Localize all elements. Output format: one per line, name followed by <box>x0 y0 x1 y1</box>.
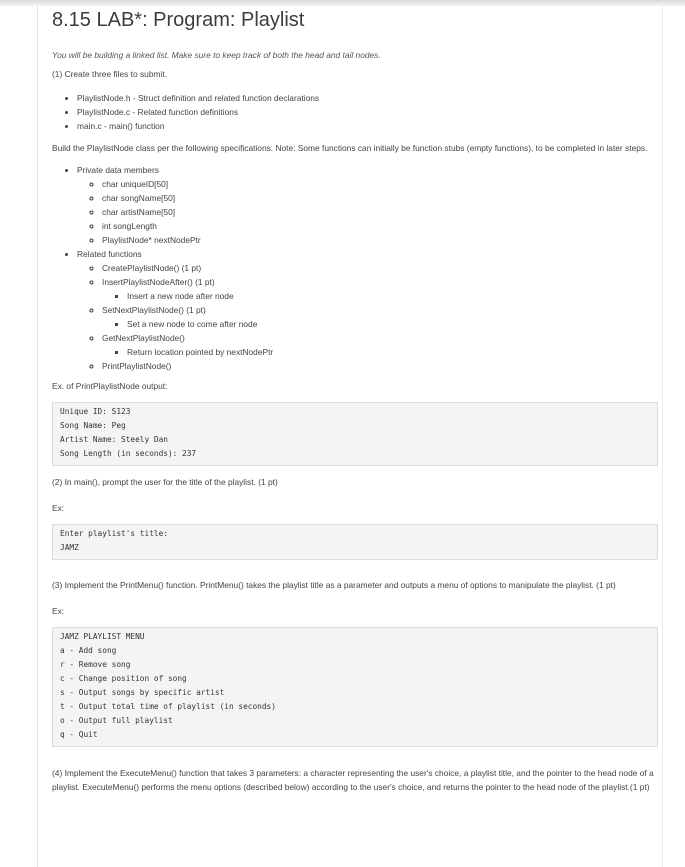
function-item <box>102 275 658 303</box>
function-desc-list <box>102 317 658 331</box>
example-label: Ex: <box>52 606 65 616</box>
function-desc: ▪ Set a new node to come after node <box>127 317 658 331</box>
function-item: ◦ PrintPlaylistNode() <box>102 359 658 373</box>
function-desc: ▪ Return location pointed by nextNodePtr <box>127 345 658 359</box>
function-item: ◦ CreatePlaylistNode() (1 pt) <box>102 261 658 275</box>
intro-text: You will be building a linked list. Make sure to keep track of both the head and tail nodes. <box>52 50 381 60</box>
prompt-example-code: Enter playlist's title: JAMZ <box>52 524 658 560</box>
member-item: ◦ char artistName[50] <box>102 205 658 219</box>
function-desc: ▪ Insert a new node after node <box>127 289 658 303</box>
functions-list <box>77 261 658 373</box>
function-item <box>102 303 658 331</box>
member-item: ◦ char songName[50] <box>102 191 658 205</box>
step-3-text: (3) Implement the PrintMenu() function. PrintMenu() takes the playlist title as a parameter and outputs a menu of options to manipulate the playlist. (1 pt) <box>52 580 616 590</box>
lab-content <box>52 8 658 794</box>
function-desc-list <box>102 289 658 303</box>
file-item: • main.c - main() function <box>77 119 658 133</box>
function-name: InsertPlaylistNodeAfter() (1 pt) <box>102 277 215 287</box>
member-item: ◦ int songLength <box>102 219 658 233</box>
spec-item-members <box>77 163 658 247</box>
print-output-code: Unique ID: S123 Song Name: Peg Artist Name: Steely Dan Song Length (in seconds): 237 <box>52 402 658 466</box>
function-desc-list <box>102 345 658 359</box>
file-item: • PlaylistNode.c - Related function definitions <box>77 105 658 119</box>
top-bar <box>0 0 685 6</box>
function-name: GetNextPlaylistNode() <box>102 333 185 343</box>
menu-example-code: JAMZ PLAYLIST MENU a - Add song r - Remove song c - Change position of song s - Output songs by specific artist t - Output total time of playlist (in seconds) o - Output full playlist q - Quit <box>52 627 658 747</box>
step-2-text: (2) In main(), prompt the user for the title of the playlist. (1 pt) <box>52 477 278 487</box>
file-item: • PlaylistNode.h - Struct definition and related function declarations <box>77 91 658 105</box>
spec-list <box>52 163 658 373</box>
function-name: SetNextPlaylistNode() (1 pt) <box>102 305 206 315</box>
member-item: ◦ char uniqueID[50] <box>102 177 658 191</box>
member-item: ◦ PlaylistNode* nextNodePtr <box>102 233 658 247</box>
left-border <box>37 6 38 867</box>
functions-label: Related functions <box>77 249 142 259</box>
members-list <box>77 177 658 247</box>
example-label: Ex: <box>52 503 65 513</box>
right-border <box>662 6 663 867</box>
print-example-label: Ex. of PrintPlaylistNode output: <box>52 381 168 391</box>
file-list <box>52 91 658 133</box>
step-4-text: (4) Implement the ExecuteMenu() function that takes 3 parameters: a character representing the user's choice, a playlist title, and the pointer to the head node of a playlist. ExecuteMenu() performs the menu options (described below) according to the user's choice, and returns the pointer to the head node of the playlist.(1 pt) <box>52 768 654 792</box>
spec-item-functions <box>77 247 658 373</box>
function-item <box>102 331 658 359</box>
build-spec-text: Build the PlaylistNode class per the following specifications. Note: Some functions can initially be function stubs (empty functions), to be completed in later steps. <box>52 143 648 153</box>
members-label: Private data members <box>77 165 159 175</box>
step-1-text: (1) Create three files to submit. <box>52 69 167 79</box>
page-title: 8.15 LAB*: Program: Playlist <box>52 9 305 31</box>
